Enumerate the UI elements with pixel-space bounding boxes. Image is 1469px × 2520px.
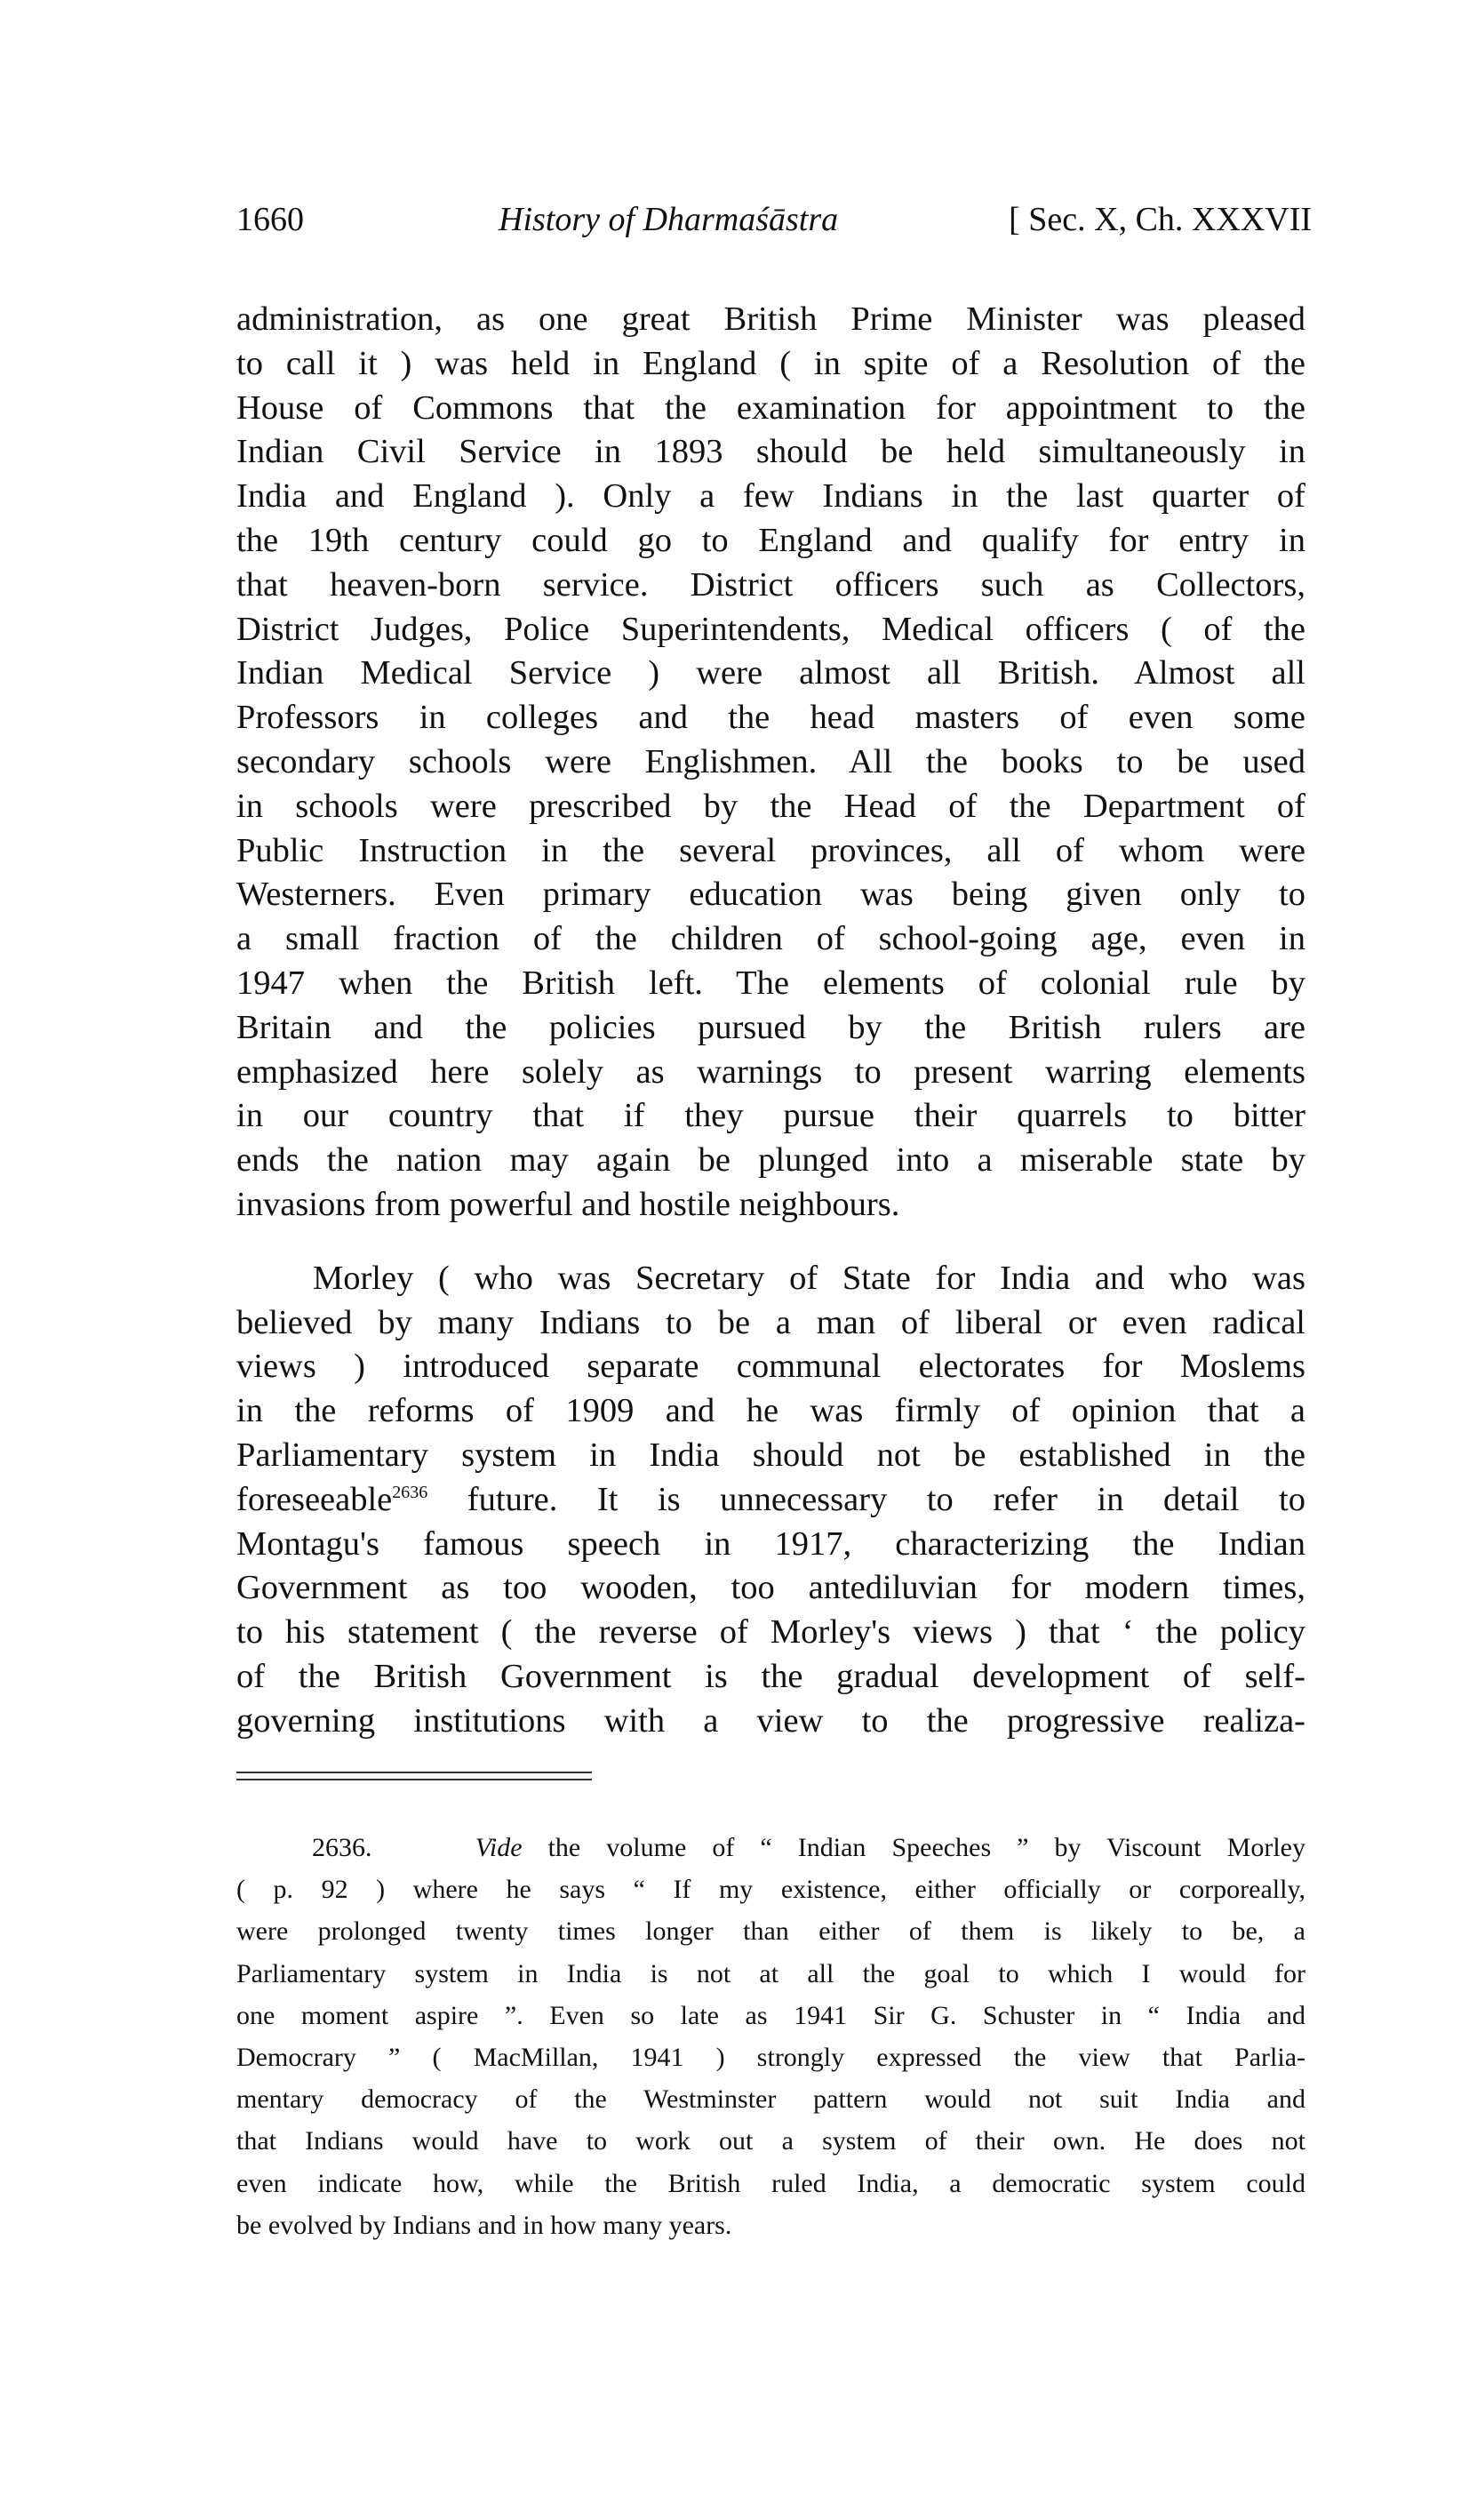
footnote-text: the volume of “ Indian Speeches ” by Viscount Morley [522, 1833, 1305, 1862]
text-line: District Judges, Police Superintendents, Medical officers ( of the [236, 610, 1305, 648]
text-line: governing institutions with a view to the progressive realiza- [236, 1701, 1305, 1740]
footnote-rule [236, 1772, 592, 1780]
text-line: a small fraction of the children of school-going age, even in [236, 920, 1305, 958]
text-line: India and England ). Only a few Indians in the last quarter of [236, 477, 1305, 516]
text-line: mentary democracy of the Westminster pattern would not suit India and [236, 2084, 1305, 2115]
main-text [236, 298, 1305, 1744]
footnote-ref[interactable]: 2636 [392, 1482, 428, 1502]
text-line: Montagu's famous speech in 1917, characterizing the Indian [236, 1524, 1305, 1563]
text-line: 1947 when the British left. The elements of colonial rule by [236, 964, 1305, 1002]
text-line: one moment aspire ”. Even so late as 1941 Sir G. Schuster in “ India and [236, 2000, 1305, 2030]
running-header [236, 200, 1312, 244]
text-line: to call it ) was held in England ( in spite of a Resolution of the [236, 344, 1305, 382]
footnote-vide: Vide [475, 1833, 523, 1862]
text-line: Public Instruction in the several provinces, all of whom were [236, 831, 1305, 869]
text-line: administration, as one great British Prime Minister was pleased [236, 300, 1305, 338]
footnote-first-line [236, 1827, 1305, 1868]
text-line: believed by many Indians to be a man of liberal or even radical [236, 1303, 1305, 1341]
text-line: to his statement ( the reverse of Morley's views ) that ‘ the policy [236, 1613, 1305, 1652]
text-line: that Indians would have to work out a system of their own. He does not [236, 2126, 1305, 2156]
text-line: be evolved by Indians and in how many years. [236, 2210, 732, 2240]
section-label: [ Sec. X, Ch. XXXVII [1009, 201, 1312, 238]
text-line: were prolonged twenty times longer than either of them is likely to be, a [236, 1916, 1305, 1947]
text-line: ( p. 92 ) where he says “ If my existence, either officially or corporeally, [236, 1875, 1305, 1905]
text-line: invasions from powerful and hostile neighbours. [236, 1185, 900, 1223]
text-line: in schools were prescribed by the Head of the Department of [236, 787, 1305, 825]
text-line: Parliamentary system in India should not be established in the [236, 1436, 1305, 1474]
text-line: that heaven-born service. District officers such as Collectors, [236, 565, 1305, 604]
footnote-number: 2636. [312, 1833, 372, 1862]
text-line: of the British Government is the gradual development of self- [236, 1657, 1305, 1695]
text-line: in our country that if they pursue their quarrels to bitter [236, 1097, 1305, 1135]
text-line: Indian Civil Service in 1893 should be held simultaneously in [236, 433, 1305, 471]
text-line: Democrary ” ( MacMillan, 1941 ) strongly expressed the view that Parlia- [236, 2042, 1305, 2072]
text-line: in the reforms of 1909 and he was firmly of opinion that a [236, 1392, 1305, 1430]
text-line: ends the nation may again be plunged into a miserable state by [236, 1141, 1305, 1180]
text-line: emphasized here solely as warnings to present warring elements [236, 1052, 1305, 1091]
text: foreseeable [236, 1480, 393, 1518]
text: future. It is unnecessary to refer in detail to [427, 1480, 1305, 1518]
footnote [236, 1827, 1305, 2246]
text-line: even indicate how, while the British ruled India, a democratic system could [236, 2168, 1305, 2198]
paragraph-2 [236, 1257, 1305, 1744]
text-line: Professors in colleges and the head masters of even some [236, 699, 1305, 737]
text-line: Government as too wooden, too antediluvian for modern times, [236, 1569, 1305, 1607]
text-line: the 19th century could go to England and qualify for entry in [236, 521, 1305, 559]
page-number: 1660 [236, 201, 304, 238]
text-line: Britain and the policies pursued by the British rulers are [236, 1008, 1305, 1046]
text-line: Indian Medical Service ) were almost all British. Almost all [236, 654, 1305, 692]
text-line: secondary schools were Englishmen. All the books to be used [236, 742, 1305, 780]
text-line: Parliamentary system in India is not at all the goal to which I would for [236, 1958, 1305, 1988]
text-line [236, 1478, 1305, 1523]
text-line: Westerners. Even primary education was being given only to [236, 876, 1305, 914]
text-line: House of Commons that the examination for appointment to the [236, 388, 1305, 427]
running-title: History of Dharmaśāstra [499, 201, 839, 238]
text-line: views ) introduced separate communal electorates for Moslems [236, 1348, 1305, 1386]
paragraph-1 [236, 298, 1305, 1228]
text-line: Morley ( who was Secretary of State for India and who was [313, 1259, 1305, 1297]
